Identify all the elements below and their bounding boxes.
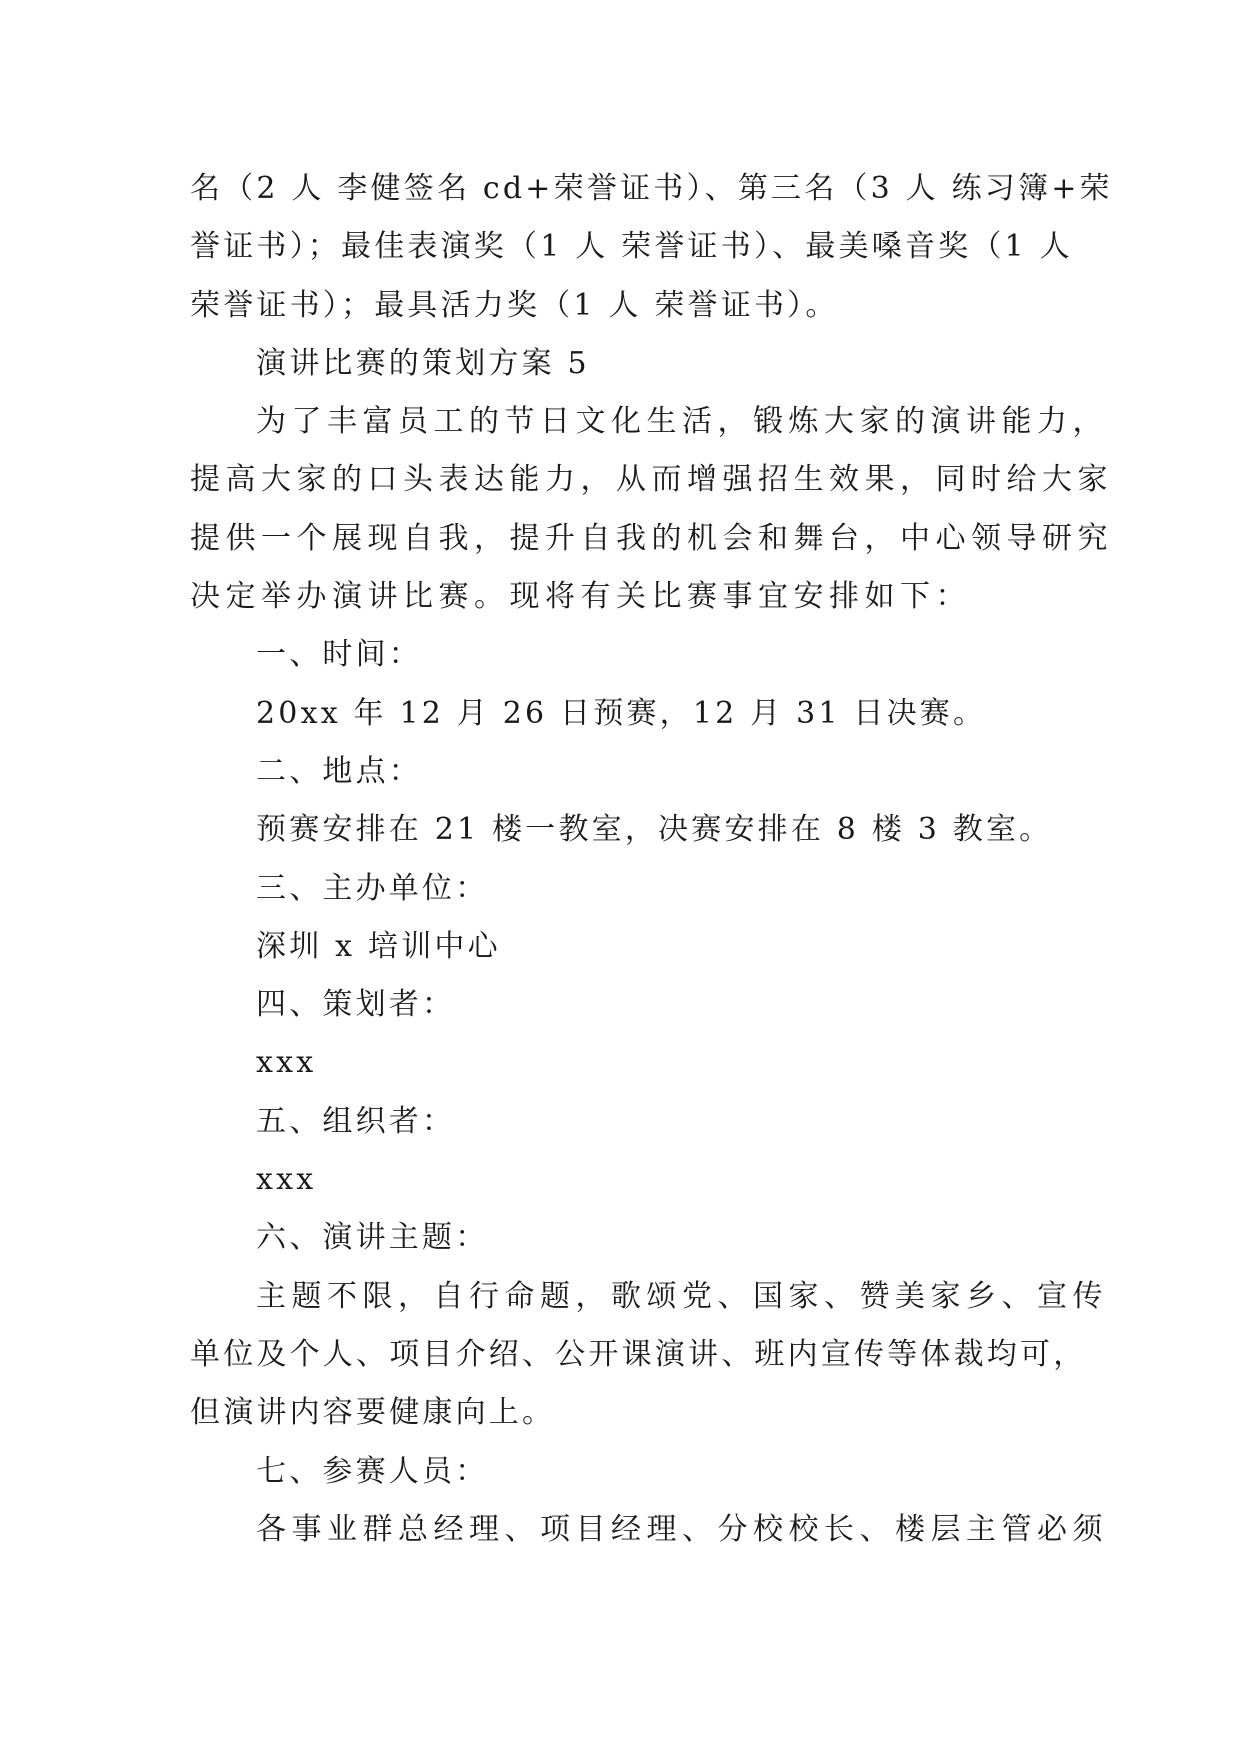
heading-organizer: 三、主办单位： <box>256 870 489 906</box>
document-body <box>190 160 1113 1559</box>
text-line: xxx <box>256 1045 317 1081</box>
heading-time: 一、时间： <box>256 637 422 673</box>
text-line: 但演讲内容要健康向上。 <box>190 1395 556 1431</box>
section-title: 演讲比赛的策划方案 5 <box>256 345 590 381</box>
text-line: 决定举办演讲比赛。现将有关比赛事宜安排如下： <box>190 579 971 615</box>
text-line: 誉证书）；最佳表演奖（1 人 荣誉证书）、最美嗓音奖（1 人 <box>190 229 1073 265</box>
text-line: 20xx 年 12 月 26 日预赛，12 月 31 日决赛。 <box>256 695 987 731</box>
text-line: 名（2 人 李健签名 cd+荣誉证书）、第三名（3 人 练习簿+荣 <box>190 171 1113 206</box>
text-line: 提供一个展现自我，提升自我的机会和舞台，中心领导研究 <box>190 520 1113 556</box>
text-line: 预赛安排在 21 楼一教室，决赛安排在 8 楼 3 教室。 <box>256 812 1053 848</box>
text-line: 各事业群总经理、项目经理、分校校长、楼层主管必须 <box>256 1511 1108 1547</box>
text-line: 提高大家的口头表达能力，从而增强招生效果，同时给大家 <box>190 462 1113 498</box>
text-line: xxx <box>256 1162 317 1198</box>
text-line: 深圳 x 培训中心 <box>256 928 501 964</box>
text-line: 为了丰富员工的节日文化生活，锻炼大家的演讲能力， <box>256 404 1108 440</box>
heading-coordinator: 五、组织者： <box>256 1103 456 1139</box>
text-line: 荣誉证书）；最具活力奖（1 人 荣誉证书）。 <box>190 287 839 323</box>
heading-theme: 六、演讲主题： <box>256 1220 489 1256</box>
heading-participants: 七、参赛人员： <box>256 1453 489 1489</box>
text-line: 主题不限，自行命题，歌颂党、国家、赞美家乡、宣传 <box>256 1278 1108 1314</box>
heading-planner: 四、策划者： <box>256 987 456 1023</box>
text-line: 单位及个人、项目介绍、公开课演讲、班内宣传等体裁均可， <box>190 1336 1087 1372</box>
heading-location: 二、地点： <box>256 753 422 789</box>
